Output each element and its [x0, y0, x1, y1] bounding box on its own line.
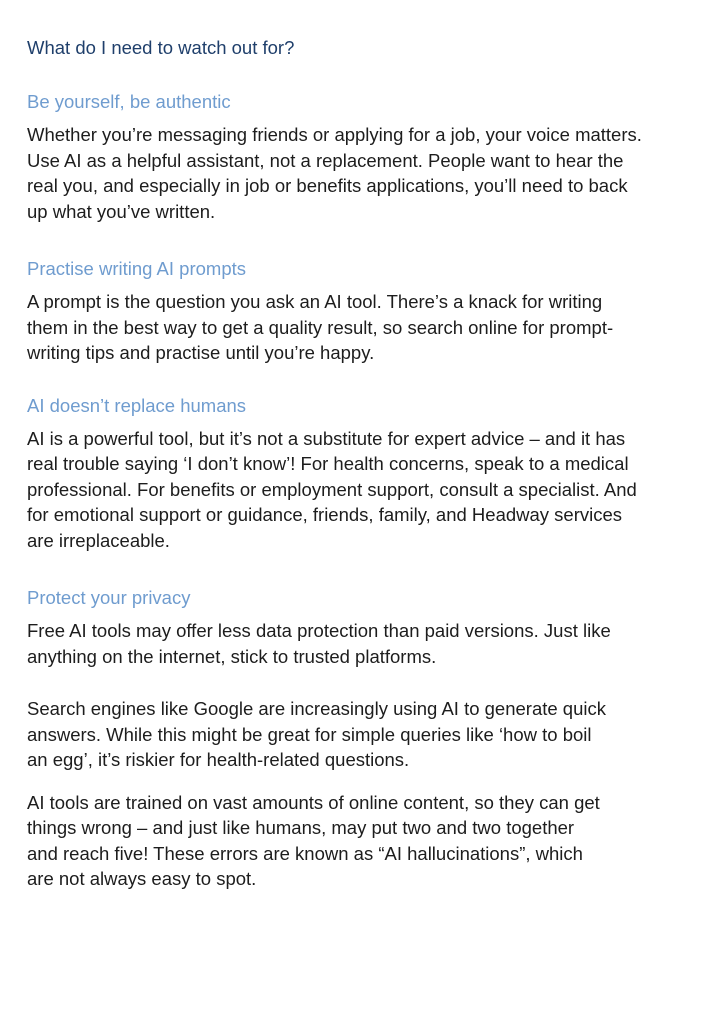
paragraph: Free AI tools may offer less data protection than paid versions. Just like anything on the internet, stick to trusted platforms.: [27, 620, 611, 667]
section-heading: Protect your privacy: [27, 587, 191, 608]
section-heading: Practise writing AI prompts: [27, 258, 246, 279]
paragraph: Whether you’re messaging friends or applying for a job, your voice matters. Use AI as a helpful assistant, not a replacement. People want to hear the real you, and especially in job or benefits applications, you’ll need to back up what you’ve written.: [27, 124, 642, 222]
section-protect-privacy: [27, 586, 697, 892]
section-ai-not-human: [27, 394, 697, 554]
paragraph: A prompt is the question you ask an AI tool. There’s a knack for writing them in the best way to get a quality result, so search online for prompt- writing tips and practise until you’re happy.: [27, 291, 614, 363]
page-title: What do I need to watch out for?: [27, 37, 295, 58]
section-be-yourself: [27, 90, 697, 224]
paragraph: AI tools are trained on vast amounts of online content, so they can get things wrong – and just like humans, may put two and two together and reach five! These errors are known as “AI hallucinations”, which are not always easy to spot.: [27, 791, 600, 889]
paragraph: AI is a powerful tool, but it’s not a substitute for expert advice – and it has real trouble saying ‘I don’t know’! For health concerns, speak to a medical professional. For benefits or employment support, consult a specialist. And for emotional support or guidance, friends, family, and Headway services are irreplaceable.: [27, 427, 637, 551]
section-heading: AI doesn’t replace humans: [27, 394, 247, 416]
section-heading: Be yourself, be authentic: [27, 91, 231, 112]
section-practise-prompts: [27, 257, 697, 366]
paragraph: Search engines like Google are increasingly using AI to generate quick answers. While this might be great for simple queries like ‘how to boil an egg’, it’s riskier for health-related questions.: [27, 698, 606, 770]
